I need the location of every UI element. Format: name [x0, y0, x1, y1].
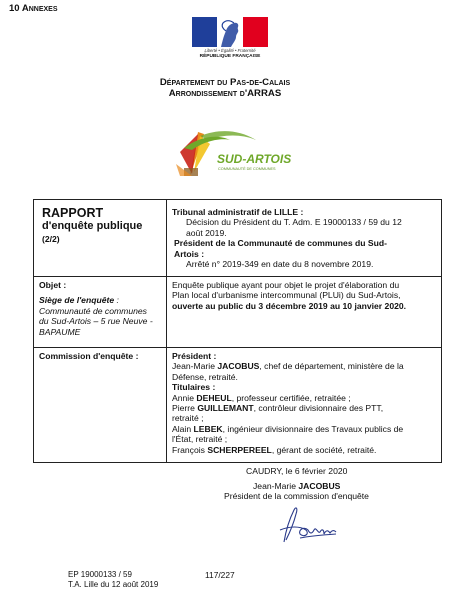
object-label: Objet : — [39, 280, 67, 290]
signatory-name: Jean-Marie JACOBUS — [253, 481, 341, 491]
footer-ep-reference: EP 19000133 / 59 — [68, 570, 132, 579]
member-role: l'État, retraité ; — [172, 434, 228, 445]
president-heading-end: Artois : — [174, 248, 205, 259]
footer-ta-reference: T.A. Lille du 12 août 2019 — [68, 579, 159, 589]
object-text-cell — [172, 280, 434, 311]
sud-artois-emblem-icon — [170, 128, 292, 178]
tricolor-flag — [192, 17, 268, 47]
commission-label-cell — [39, 351, 163, 361]
member-item: François SCHERPEREEL, gérant de société, retraité. — [172, 444, 377, 455]
logo-tagline: COMMUNAUTÉ DE COMMUNES — [218, 167, 276, 171]
titulaires-label: Titulaires : — [172, 382, 216, 393]
marianne-profile-icon — [217, 17, 243, 47]
seat-colon: : — [114, 295, 119, 306]
footer-reference — [68, 570, 158, 589]
president-role: Défense, retraité. — [172, 371, 238, 382]
report-table — [33, 199, 442, 463]
section-heading: 10 Annexes — [9, 3, 58, 14]
signature-place-date: CAUDRY, le 6 février 2020 — [246, 466, 348, 476]
tribunal-decision: Décision du Président du T. Adm. E 19000133 / 59 du 12 — [186, 217, 402, 228]
member-role: retraité ; — [172, 413, 204, 424]
report-part: (2/2) — [42, 234, 60, 244]
arrondissement-line: Arrondissement d'ARRAS — [168, 88, 282, 99]
mandate-cell — [172, 207, 434, 269]
seat-city: BAPAUME — [39, 326, 81, 337]
commission-label: Commission d'enquête : — [39, 351, 139, 361]
signatory-role: Président de la commission d'enquête — [224, 491, 369, 501]
seat-value: Communauté de communes — [39, 305, 147, 316]
president-heading: Président de la Communauté de communes du Sud- — [174, 238, 387, 249]
object-text: Enquête publique ayant pour objet le projet d'élaboration du — [172, 280, 400, 290]
president-name: JACOBUS — [217, 361, 260, 372]
object-dates: ouverte au public du 3 décembre 2019 au 10 janvier 2020. — [172, 300, 407, 311]
member-item: Pierre GUILLEMANT, contrôleur divisionnaire des PTT, — [172, 403, 384, 414]
object-text-continued: Plan local d'urbanisme intercommunal (PLUi) du Sud-Artois, — [172, 290, 401, 301]
logo-wordmark: SUD-ARTOIS — [217, 152, 292, 166]
report-subtitle: d'enquête publique — [42, 220, 143, 232]
president-label: Président : — [172, 351, 217, 361]
object-label-cell — [39, 280, 163, 337]
department-heading — [0, 77, 450, 99]
tribunal-decision-date: août 2019. — [186, 227, 227, 238]
tribunal-heading: Tribunal administratif de LILLE : — [172, 207, 304, 217]
handwritten-signature — [270, 500, 346, 546]
seat-address: du Sud-Artois – 5 rue Neuve - — [39, 316, 153, 327]
seat-label: Siège de l'enquête — [39, 295, 115, 306]
page-number: 117/227 — [205, 570, 235, 580]
member-item: Annie DEHEUL, professeur certifiée, retraitée ; — [172, 392, 351, 403]
republic-label: RÉPUBLIQUE FRANÇAISE — [199, 54, 261, 59]
department-line: Département du Pas-de-Calais — [159, 77, 291, 88]
president-decision: Arrêté n° 2019-349 en date du 8 novembre 2019. — [186, 259, 374, 270]
commission-members-cell: Président : Jean-Marie JACOBUS, chef de département, ministère de la Défense, retraité. Titulaires : Annie DEHEUL, professeur certifiée, retraitée ; Pierre GUILLEMANT, contrôleur divisionnaire des PTT, retraité ; Alain LEBEK, ingénieur divisionnaire des Travaux publics de l'État, retraité ; François SCHERPEREEL, gérant de société, retraité. — [172, 351, 436, 455]
report-title-cell — [42, 206, 164, 245]
republic-motto: Liberté • Égalité • Fraternité — [204, 48, 256, 53]
member-item: Alain LEBEK, ingénieur divisionnaire des Travaux publics de — [172, 423, 404, 434]
marianne-logo — [192, 17, 268, 62]
report-title: RAPPORT — [42, 206, 104, 220]
sud-artois-logo — [170, 128, 292, 178]
